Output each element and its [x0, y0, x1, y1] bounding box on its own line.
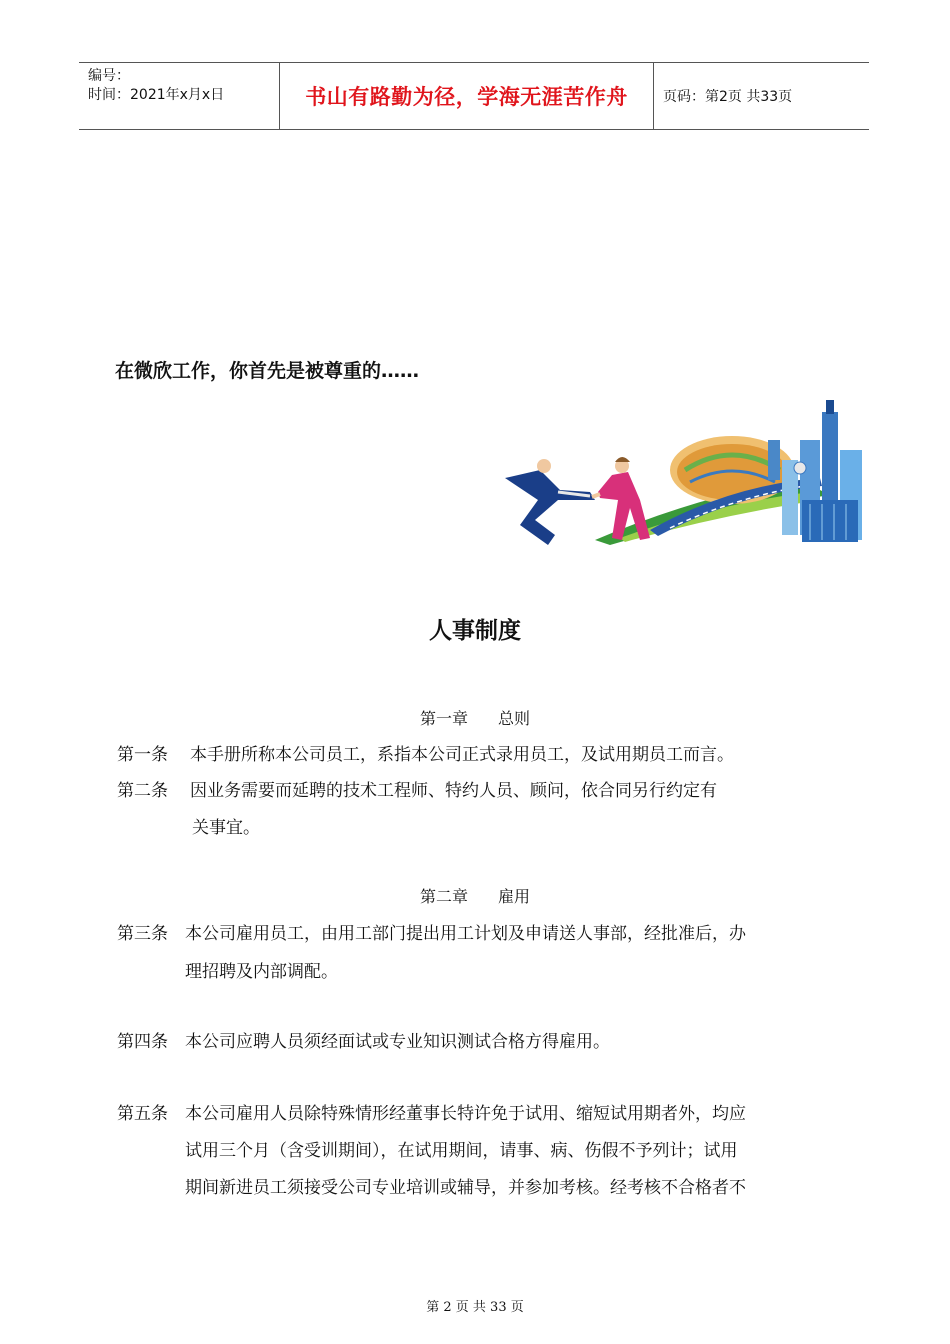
chapter-heading — [0, 884, 950, 907]
article-continuation-line: 期间新进员工须接受公司专业培训或辅导，并参加考核。经考核不合格者不 — [185, 1178, 746, 1198]
article-text: 因业务需要而延聘的技术工程师、特约人员、顾问，依合同另行约定有 — [190, 781, 717, 801]
article-text: 本公司应聘人员须经面试或专业知识测试合格方得雇用。 — [185, 1032, 610, 1052]
chapter-number: 第二章 — [419, 887, 468, 906]
chapter-number: 第一章 — [419, 709, 468, 728]
page-header — [79, 62, 869, 130]
page-footer: 第 2 页 共 33 页 — [426, 1300, 524, 1315]
chapter-heading — [0, 706, 950, 729]
article-first-line — [117, 919, 746, 944]
article-label: 第一条 — [117, 745, 168, 765]
article-continuation-line: 理招聘及内部调配。 — [185, 962, 338, 982]
document-title: 人事制度 — [429, 618, 521, 644]
article-continuation-line: 试用三个月（含受训期间），在试用期间，请事、病、伤假不予列计；试用 — [185, 1141, 738, 1161]
chapter-name: 总则 — [498, 709, 531, 728]
article-text: 本手册所称本公司员工，系指本公司正式录用员工，及试用期员工而言。 — [190, 745, 734, 765]
header-page-info: 页码：第2页 共33页 — [663, 89, 793, 105]
article-label: 第五条 — [117, 1104, 168, 1124]
article-label: 第二条 — [117, 781, 168, 801]
time-label: 时间：2021年x月x日 — [88, 87, 225, 103]
article-label: 第四条 — [117, 1032, 168, 1052]
article-continuation-line: 关事宜。 — [192, 818, 260, 838]
article-text: 本公司雇用员工，由用工部门提出用工计划及申请送人事部，经批准后，办 — [185, 924, 746, 944]
chapter-name: 雇用 — [498, 887, 531, 906]
handshake-city-illustration — [500, 400, 868, 550]
header-motto: 书山有路勤为径，学海无涯苦作舟 — [280, 63, 654, 129]
article-first-line — [117, 1099, 746, 1124]
article-first-line — [117, 776, 717, 801]
article-first-line — [117, 740, 734, 765]
article-text: 本公司雇用人员除特殊情形经董事长特许免于试用、缩短试用期者外，均应 — [185, 1104, 746, 1124]
serial-label: 编号： — [88, 68, 130, 84]
header-meta — [79, 63, 280, 129]
article-first-line — [117, 1027, 610, 1052]
article-label: 第三条 — [117, 924, 168, 944]
slogan: 在微欣工作，你首先是被尊重的…… — [115, 360, 420, 382]
